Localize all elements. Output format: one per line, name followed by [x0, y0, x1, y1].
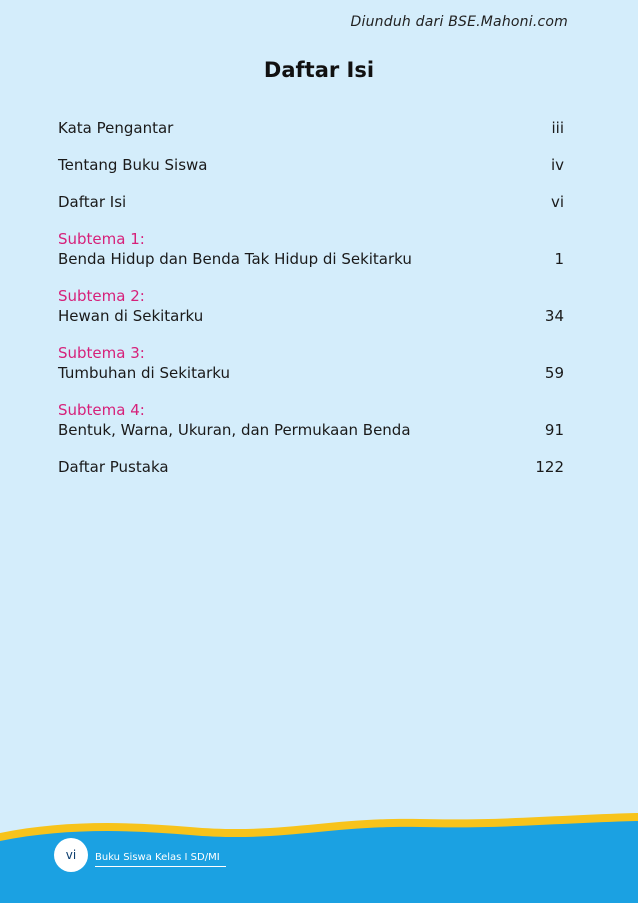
toc-entry-subtema-3[interactable] — [58, 343, 564, 383]
toc-entry-kata-pengantar[interactable] — [58, 118, 564, 138]
toc-entry-subtema-1[interactable] — [58, 229, 564, 269]
toc-entry-label: Tumbuhan di Sekitarku — [58, 364, 231, 382]
toc-page-number: iii — [551, 119, 564, 137]
toc-entry-label: Benda Hidup dan Benda Tak Hidup di Sekitarku — [58, 250, 412, 268]
toc-entry-daftar-isi[interactable] — [58, 192, 564, 212]
toc-page-number: 34 — [544, 307, 564, 325]
subtheme-label: Subtema 3: — [58, 344, 145, 362]
toc-entry-label: Tentang Buku Siswa — [58, 156, 208, 174]
table-of-contents — [58, 118, 564, 477]
toc-entry-label: Daftar Isi — [58, 193, 127, 211]
page-title: Daftar Isi — [263, 58, 375, 82]
toc-entry-subtema-2[interactable] — [58, 286, 564, 326]
toc-page-number: 91 — [544, 421, 564, 439]
subtheme-label: Subtema 1: — [58, 230, 145, 248]
toc-page-number: 59 — [544, 364, 564, 382]
toc-page-number: 1 — [554, 250, 564, 268]
toc-entry-tentang-buku-siswa[interactable] — [58, 155, 564, 175]
toc-page-number: vi — [550, 193, 564, 211]
toc-entry-label: Daftar Pustaka — [58, 458, 169, 476]
footer-book-title: Buku Siswa Kelas I SD/MI — [95, 852, 226, 867]
toc-entry-label: Kata Pengantar — [58, 119, 174, 137]
toc-entry-daftar-pustaka[interactable] — [58, 457, 564, 477]
toc-entry-subtema-4[interactable] — [58, 400, 564, 440]
subtheme-label: Subtema 4: — [58, 401, 145, 419]
page-number-badge: vi — [54, 838, 88, 872]
toc-page-number: 122 — [535, 458, 564, 476]
download-source-note: Diunduh dari BSE.Mahoni.com — [350, 14, 568, 30]
subtheme-label: Subtema 2: — [58, 287, 145, 305]
toc-entry-label: Bentuk, Warna, Ukuran, dan Permukaan Benda — [58, 421, 411, 439]
toc-page-number: iv — [550, 156, 564, 174]
toc-entry-label: Hewan di Sekitarku — [58, 307, 204, 325]
